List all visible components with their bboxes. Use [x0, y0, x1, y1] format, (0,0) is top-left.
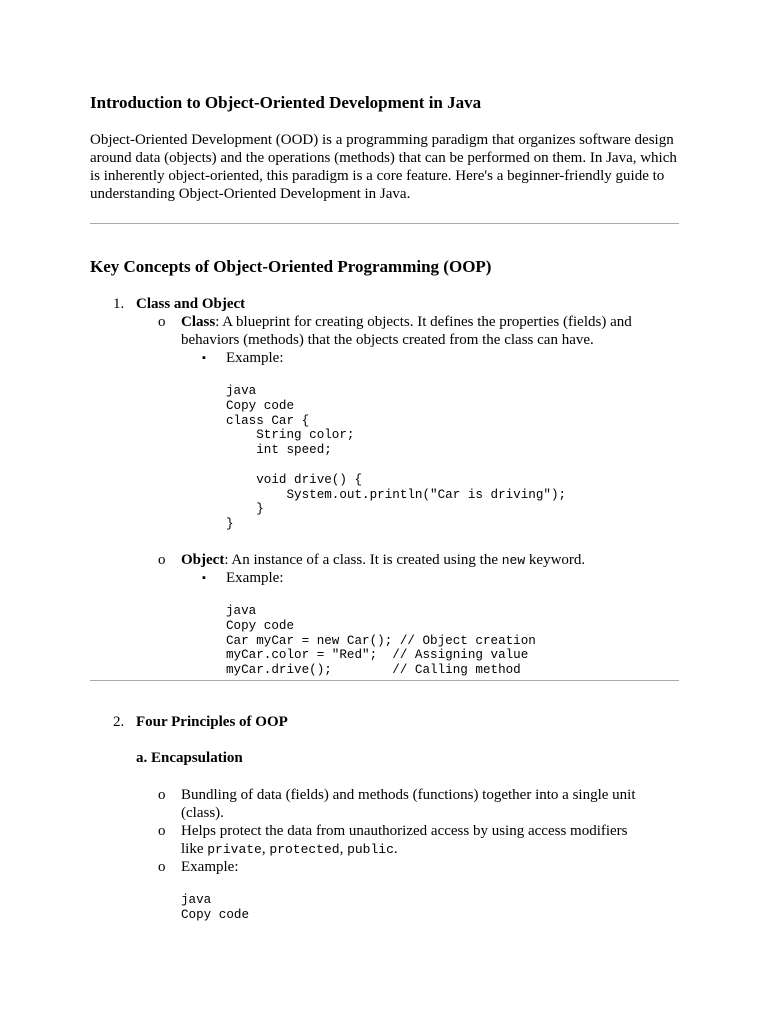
square-bullet-marker: ▪ — [202, 352, 206, 364]
list-number: 2. — [113, 714, 125, 730]
separator: , — [261, 841, 270, 857]
term-class: Class — [181, 314, 216, 330]
bullet-marker: o — [158, 314, 166, 330]
list-number: 1. — [113, 296, 125, 312]
example-label: Example: — [226, 570, 284, 586]
code-block-object: java Copy code Car myCar = new Car(); // Object creation myCar.color = "Red"; // Assigning value myCar.drive(); // Calling method — [226, 604, 536, 678]
inline-code-private: private — [207, 842, 262, 857]
inline-code-new: new — [501, 553, 526, 568]
subheading: a. Encapsulation — [136, 750, 243, 766]
separator: , — [339, 841, 348, 857]
class-definition — [181, 313, 651, 349]
example-label: Example: — [181, 859, 239, 875]
class-description: : A blueprint for creating objects. It defines the properties (fields) and behaviors (methods) that the objects created from the class can have. — [181, 314, 632, 348]
access-modifiers-text: Helps protect the data from unauthorized access by using access modifiers like — [181, 823, 628, 857]
intro-paragraph: Object-Oriented Development (OOD) is a programming paradigm that organizes software design around data (objects) and the operations (methods) that can be performed on them. In Java, which is inherently object-oriented, this paradigm is a core feature. Here's a beginner-friendly guide to understanding Object-Oriented Development in Java. — [90, 132, 677, 202]
bullet-marker: o — [158, 552, 166, 568]
object-description-end: keyword. — [525, 552, 586, 568]
encapsulation-point: Bundling of data (fields) and methods (functions) together into a single unit (class). — [181, 787, 636, 821]
term-object: Object — [181, 552, 225, 568]
divider — [90, 223, 679, 224]
code-block-class: java Copy code class Car { String color; int speed; void drive() { System.out.println("Car is driving"); } } — [226, 384, 567, 532]
code-block-encapsulation: java Copy code — [181, 893, 250, 922]
period: . — [393, 841, 398, 857]
bullet-marker: o — [158, 823, 166, 839]
page-title: Introduction to Object-Oriented Development in Java — [90, 93, 482, 112]
square-bullet-marker: ▪ — [202, 572, 206, 584]
divider — [90, 680, 679, 681]
inline-code-public: public — [347, 842, 394, 857]
section-heading: Key Concepts of Object-Oriented Programming (OOP) — [90, 257, 492, 276]
object-description: : An instance of a class. It is created using the — [224, 552, 502, 568]
encapsulation-point — [181, 822, 651, 859]
object-definition — [181, 551, 585, 570]
example-label: Example: — [226, 350, 284, 366]
list-item-title: Four Principles of OOP — [136, 714, 288, 730]
bullet-marker: o — [158, 859, 166, 875]
list-item-title: Class and Object — [136, 296, 246, 312]
inline-code-protected: protected — [269, 842, 340, 857]
bullet-marker: o — [158, 787, 166, 803]
